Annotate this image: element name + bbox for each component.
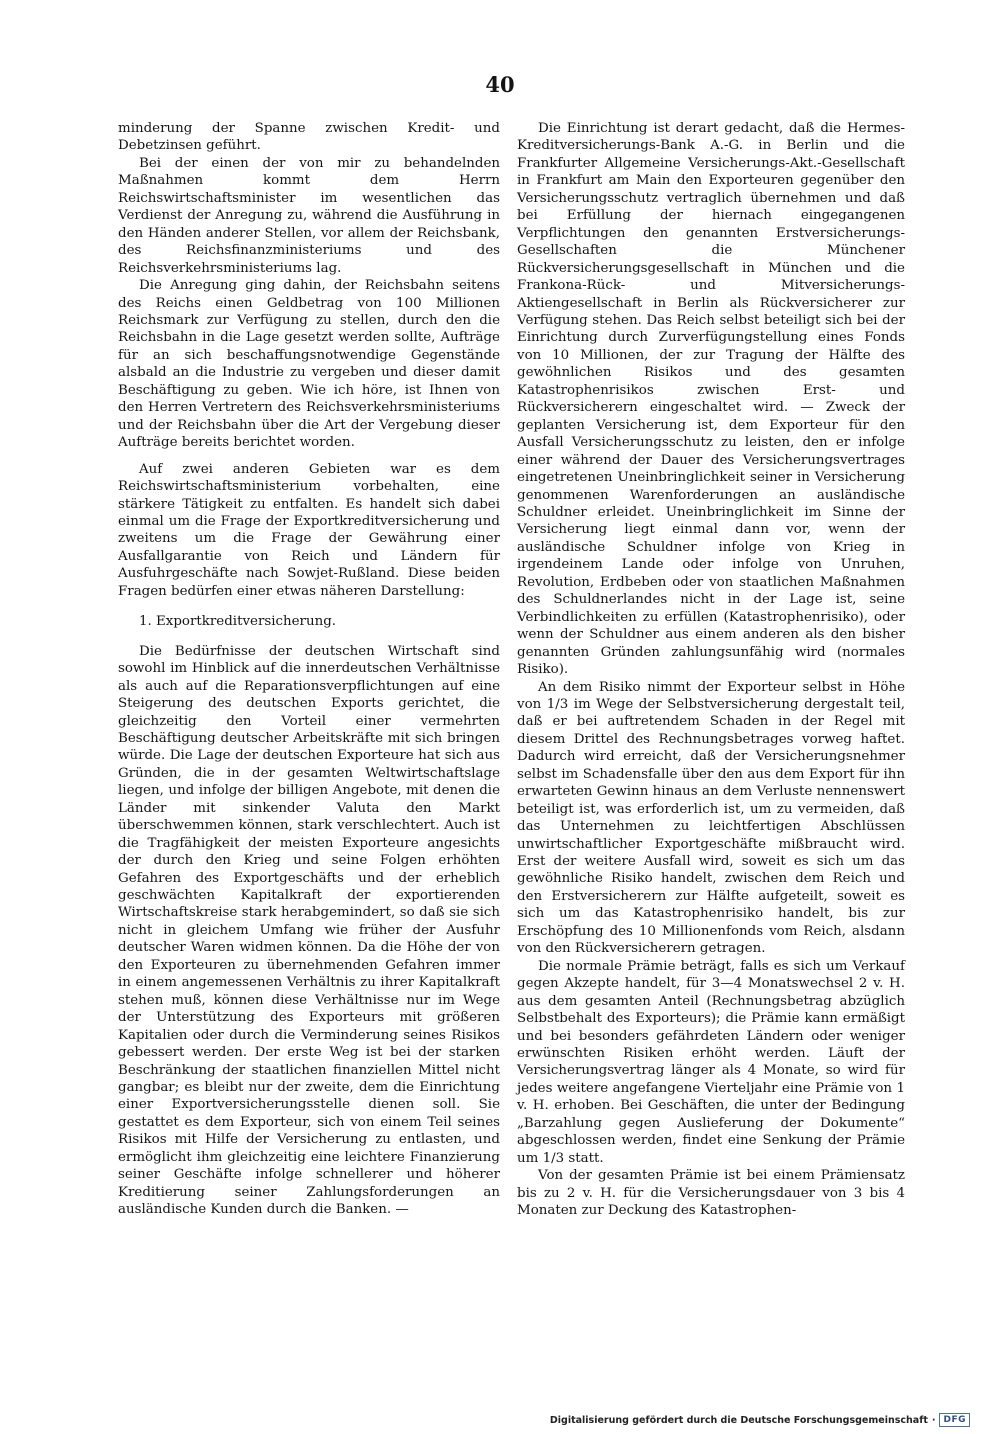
dfg-logo-icon: DFG bbox=[939, 1413, 970, 1427]
left-column bbox=[118, 120, 500, 1219]
page-number: 40 bbox=[485, 72, 515, 97]
footer-separator: · bbox=[931, 1414, 936, 1426]
paragraph: Die Anregung ging dahin, der Reichsbahn seitens des Reichs einen Geldbetrag von 100 Millionen Reichsmark zur Verfügung zu stellen, durch den die Reichsbahn in die Lage gesetzt werden sollte, Aufträge für an sich beschaffungsnotwendige Gegenstände alsbald an die Industrie zu vergeben und dieser damit Beschäftigung zu geben. Wie ich höre, ist Ihnen von den Herren Vertretern des Reichsverkehrsministeriums und der Reichsbahn über die Art der Vergebung dieser Aufträge bereits berichtet worden. bbox=[118, 278, 500, 451]
section-heading: 1. Exportkreditversicherung. bbox=[139, 614, 337, 630]
right-column bbox=[517, 120, 905, 1220]
digitization-footer bbox=[550, 1413, 970, 1427]
paragraph: Von der gesamten Prämie ist bei einem Prämiensatz bis zu 2 v. H. für die Versicherungsdauer von 3 bis 4 Monaten zur Deckung des Katastrophen- bbox=[517, 1168, 905, 1219]
paragraph: Bei der einen der von mir zu behandelnden Maßnahmen kommt dem Herrn Reichswirtschaftsminister im wesentlichen das Verdienst der Anregung zu, während die Ausführung in den Händen anderer Stellen, vor allem der Reichsbank, des Reichsfinanzministeriums und des Reichsverkehrsministeriums lag. bbox=[118, 155, 500, 276]
paragraph: Die Bedürfnisse der deutschen Wirtschaft sind sowohl im Hinblick auf die innerdeutschen Verhältnisse als auch auf die Reparationsverpflichtungen auf eine Steigerung des deutschen Exports gerichtet, die gleichzeitig den Vorteil einer vermehrten Beschäftigung deutscher Arbeitskräfte mit sich bringen würde. Die Lage der deutschen Exporteure hat sich aus Gründen, die in der gesamten Weltwirtschaftslage liegen, und infolge der billigen Angebote, mit denen die Länder mit sinkender Valuta den Markt überschwemmen können, stark verschlechtert. Auch ist die Tragfähigkeit der meisten Exporteure angesichts der durch den Krieg und seine Folgen erhöhten Gefahren des Exportgeschäfts und der erheblich geschwächten Kapitalkraft der exportierenden Wirtschaftskreise stark herabgemindert, so daß sie sich nicht in gleichem Umfang wie früher der Ausfuhr deutscher Waren widmen können. Da die Höhe der von den Exporteuren zu übernehmenden Gefahren immer in einem angemessenen Verhältnis zu ihrer Kapitalkraft stehen muß, können diese Verhältnisse nur im Wege der Unterstützung des Exporteurs mit größeren Kapitalien oder durch die Verminderung seines Risikos gebessert werden. Der erste Weg ist bei der starken Beschränkung der staatlichen finanziellen Mittel nicht gangbar; es bleibt nur der zweite, dem die Einrichtung einer Exportversicherungsstelle dienen soll. Sie gestattet es dem Exporteur, sich von einem Teil seines Risikos mit Hilfe der Versicherung zu entlasten, und ermöglicht ihm gleichzeitig eine leichtere Finanzierung seiner Geschäfte infolge schnellerer und höherer Kreditierung seiner Zahlungsforderungen an ausländische Kunden durch die Banken. — bbox=[118, 643, 500, 1218]
paragraph: Auf zwei anderen Gebieten war es dem Reichswirtschaftsministerium vorbehalten, eine stärkere Tätigkeit zu entfalten. Es handelt sich dabei einmal um die Frage der Exportkreditversicherung und zweitens um die Frage der Gewährung einer Ausfallgarantie von Reich und Ländern für Ausfuhrgeschäfte nach Sowjet-Rußland. Diese beiden Fragen bedürfen einer etwas näheren Darstellung: bbox=[118, 461, 500, 599]
footer-credit: Digitalisierung gefördert durch die Deutsche Forschungsgemeinschaft bbox=[549, 1414, 928, 1426]
paragraph: Die Einrichtung ist derart gedacht, daß die Hermes-Kreditversicherungs-Bank A.-G. in Berlin und die Frankfurter Allgemeine Versicherungs-Akt.-Gesellschaft in Frankfurt am Main den Exporteuren gegenüber den Versicherungsschutz vertraglich übernehmen und daß bei Erfüllung der hiernach eingegangenen Verpflichtungen den genannten Erstversicherungs-Gesellschaften die Münchener Rückversicherungsgesellschaft in München und die Frankona-Rück- und Mitversicherungs-Aktiengesellschaft in Berlin als Rückversicherer zur Verfügung stehen. Das Reich selbst beteiligt sich bei der Einrichtung durch Zurverfügungstellung eines Fonds von 10 Millionen, der zur Tragung der Hälfte des gewöhnlichen Risikos und des gesamten Katastrophenrisikos zwischen Erst- und Rückversicherern eingeschaltet wird. — Zweck der geplanten Versicherung ist, dem Exporteur für den Ausfall Versicherungsschutz zu leisten, den er infolge einer während der Dauer des Versicherungsvertrages eingetretenen Uneinbringlichkeit seiner in Versicherung genommenen Warenforderungen an ausländische Schuldner erleidet. Uneinbringlichkeit im Sinne der Versicherung liegt einmal dann vor, wenn der ausländische Schuldner infolge von Krieg in irgendeinem Lande oder infolge von Unruhen, Revolution, Erdbeben oder von staatlichen Maßnahmen des Schuldnerlandes nicht in der Lage ist, seine Verbindlichkeiten zu erfüllen (Katastrophenrisiko), oder wenn der Schuldner aus einem anderen als den bisher genannten Gründen zahlungsunfähig wird (normales Risiko). bbox=[517, 121, 905, 678]
paragraph: Die normale Prämie beträgt, falls es sich um Verkauf gegen Akzepte handelt, für 3—4 Monatswechsel 2 v. H. aus dem gesamten Anteil (Rechnungsbetrag abzüglich Selbstbehalt des Exporteurs); die Prämie kann ermäßigt und bei besonders gefährdeten Ländern oder weniger erwünschten Risiken erhöht werden. Läuft der Versicherungsvertrag länger als 4 Monate, so wird für jedes weitere angefangene Vierteljahr eine Prämie von 1 v. H. erhoben. Bei Geschäften, die unter der Bedingung „Barzahlung gegen Auslieferung der Dokumente“ abgeschlossen werden, findet eine Senkung der Prämie um 1/3 statt. bbox=[517, 958, 905, 1166]
paragraph: minderung der Spanne zwischen Kredit- und Debetzinsen geführt. bbox=[118, 121, 500, 154]
paragraph: An dem Risiko nimmt der Exporteur selbst in Höhe von 1/3 im Wege der Selbstversicherung dergestalt teil, daß er bei auftretendem Schaden in der Regel mit diesem Drittel des Rechnungsbetrages vorweg haftet. Dadurch wird erreicht, daß der Versicherungsnehmer selbst im Schadensfalle über den aus dem Export für ihn erwarteten Gewinn hinaus an dem Verluste nennenswert beteiligt ist, was erforderlich ist, um zu vermeiden, daß das Unternehmen zu leichtfertigen Abschlüssen unwirtschaftlicher Exportgeschäfte mißbraucht wird. Erst der weitere Ausfall wird, soweit es sich um das gewöhnliche Risiko handelt, zwischen dem Reich und den Erstversicherern zur Hälfte aufgeteilt, soweit es sich um das Katastrophenrisiko handelt, bis zur Erschöpfung des 10 Millionenfonds vom Reich, alsdann von den Rückversicherern getragen. bbox=[517, 679, 905, 957]
